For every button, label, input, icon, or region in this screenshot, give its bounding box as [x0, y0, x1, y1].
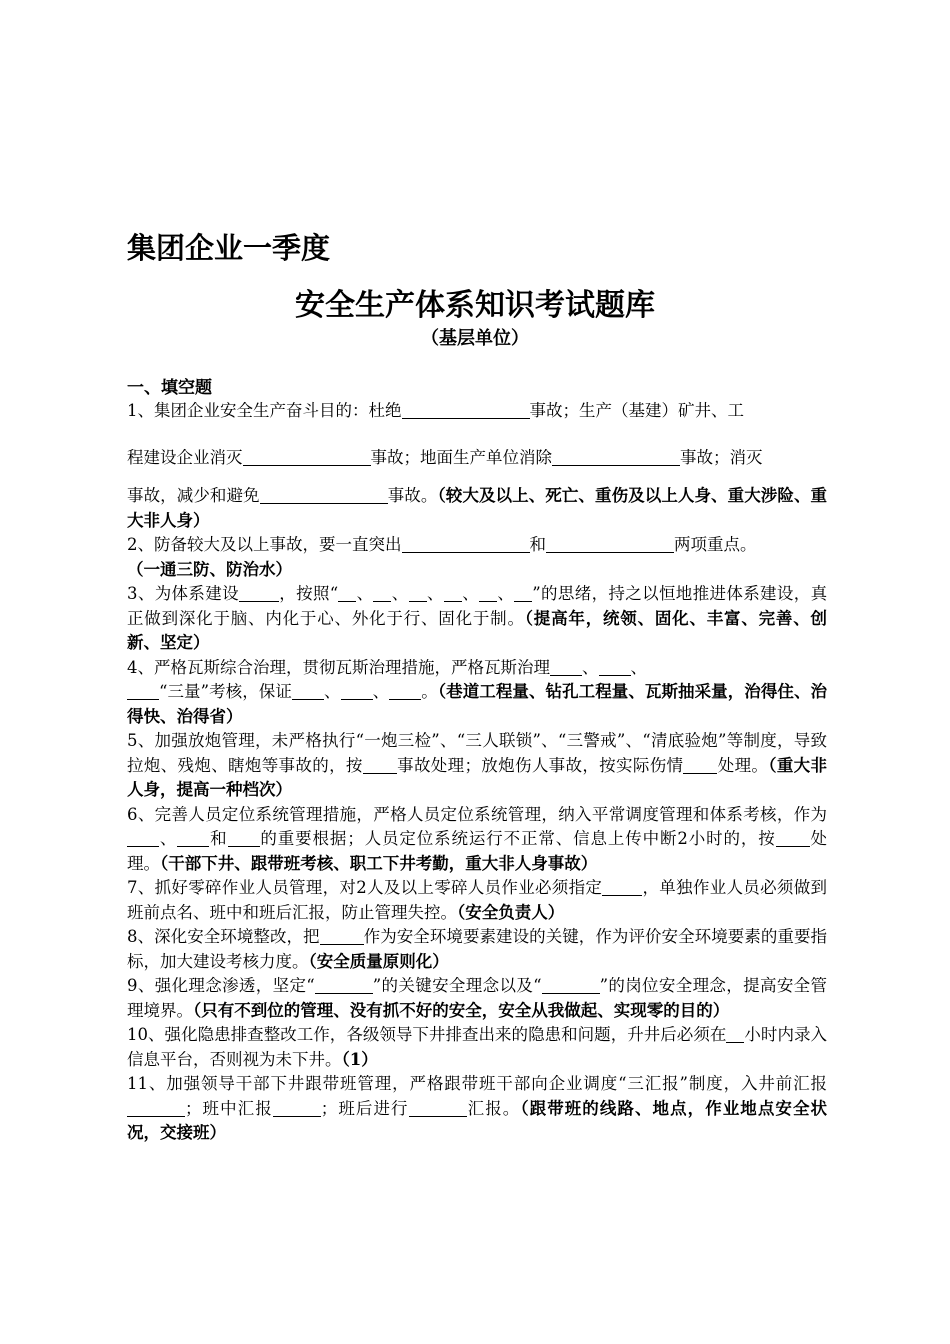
answer: （安全负责人） [457, 902, 565, 922]
answer: （巷道工程量、钻孔工程量、瓦斯抽采量，治得住、治得快、治得省） [127, 682, 827, 726]
title-line-1: 集团企业一季度 [127, 231, 331, 265]
answer: （只有不到位的管理、没有抓不好的安全，安全从我做起、实现零的目的） [193, 1000, 730, 1020]
blank [479, 583, 497, 602]
question-7: 7、抓好零碎作业人员管理，对2人及以上零碎人员作业必须指定 ，单独作业人员必须做到班前点名、班中和班后汇报，防止管理失控。（安全负责人） [127, 878, 828, 922]
answer: （1） [341, 1049, 378, 1069]
blank [542, 975, 600, 994]
question-9: 9、强化理念渗透，坚定“ ”的关键安全理念以及“ ”的岗位安全理念，提高安全管理境界。（只有不到位的管理、没有抓不好的安全，安全从我做起、实现零的目的） [127, 976, 828, 1020]
blank [444, 583, 462, 602]
blank [239, 583, 279, 602]
blank [402, 400, 530, 419]
answer: （跟带班的线路、地点，作业地点安全状况，交接班） [127, 1098, 828, 1142]
section-heading: 一、填空题 [127, 378, 212, 398]
blank [127, 1098, 185, 1117]
blank [228, 828, 260, 847]
blank [409, 1098, 467, 1117]
blank [315, 975, 373, 994]
blank [127, 828, 159, 847]
blank [260, 485, 388, 504]
answer: （干部下井、跟带班考核、职工下井考勤，重大非人身事故） [160, 853, 598, 873]
blank [402, 534, 530, 553]
question-1: 1、集团企业安全生产奋斗目的：杜绝 事故；生产（基建）矿井、工 程建设企业消灭 事故；地面生产单位消除 事故；消灭 [127, 401, 763, 467]
answer: （提高年，统领、固化、丰富、完善、创新、坚定） [127, 608, 828, 652]
blank [683, 755, 717, 774]
blank [177, 828, 209, 847]
question-6: 6、完善人员定位系统管理措施，严格人员定位系统管理，纳入平常调度管理和体系考核，作为、 和 的重要根据；人员定位系统运行不正常、信息上传中断2小时的，按 处理。（干部下井、跟带班考核、职工下井考勤，重大非人身事故） [127, 804, 827, 873]
blank [514, 583, 532, 602]
question-10: 10、强化隐患排查整改工作，各级领导下井排查出来的隐患和问题，升井后必须在 小时内录入信息平台，否则视为未下井。（1） [127, 1025, 827, 1069]
blank [599, 657, 631, 676]
blank [243, 447, 371, 466]
blank [546, 534, 674, 553]
blank [552, 447, 680, 466]
blank [389, 681, 421, 700]
answer: （一通三防、防治水） [127, 559, 292, 579]
question-1-cont: 事故，减少和避免 事故。（较大及以上、死亡、重伤及以上人身、重大涉险、重大非人身） [127, 486, 828, 530]
question-2: 2、防备较大及以上事故，要一直突出 和 两项重点。 （一通三防、防治水） [127, 535, 757, 579]
subtitle: （基层单位） [421, 328, 529, 349]
question-list [127, 398, 827, 1146]
blank [776, 828, 810, 847]
blank [409, 583, 427, 602]
blank [273, 1098, 321, 1117]
question-4: 4、严格瓦斯综合治理，贯彻瓦斯治理措施，严格瓦斯治理 、 、 “三量”考核，保证 、 、 。（巷道工程量、钻孔工程量、瓦斯抽采量，治得住、治得快、治得省） [127, 657, 827, 726]
answer: （较大及以上、死亡、重伤及以上人身、重大涉险、重大非人身） [127, 486, 828, 530]
blank [550, 657, 582, 676]
blank [602, 877, 642, 896]
blank [726, 1024, 744, 1043]
blank [373, 583, 391, 602]
blank [127, 681, 159, 700]
blank [363, 755, 397, 774]
question-8: 8、深化安全环境整改，把 作为安全环境要素建设的关键，作为评价安全环境要素的重要指标，加大建设考核力度。（安全质量原则化） [127, 927, 828, 971]
question-5: 5、加强放炮管理，未严格执行“一炮三检”、“三人联锁”、“三警戒”、“清底验炮”等制度，导致拉炮、残炮、瞎炮等事故的，按 事故处理；放炮伤人事故，按实际伤情 处理。（重大非人身，提高一种档次） [127, 731, 828, 799]
answer: （重大非人身，提高一种档次） [127, 755, 828, 799]
question-3: 3、为体系建设 ，按照“ 、 、 、 、 、 ”的思绪，持之以恒地推进体系建设，真正做到深化于脑、内化于心、外化于行、固化于制。（提高年，统领、固化、丰富、完善、创新、坚定） [127, 584, 828, 652]
blank [341, 681, 373, 700]
answer: （安全质量原则化） [308, 951, 449, 971]
question-11: 11、加强领导干部下井跟带班管理，严格跟带班干部向企业调度“三汇报”制度，入井前汇报；班中汇报 ；班后进行 汇报。（跟带班的线路、地点，作业地点安全状况，交接班） [127, 1074, 828, 1142]
blank [292, 681, 324, 700]
title-line-2: 安全生产体系知识考试题库 [295, 288, 655, 323]
blank [338, 583, 356, 602]
blank [320, 926, 364, 945]
